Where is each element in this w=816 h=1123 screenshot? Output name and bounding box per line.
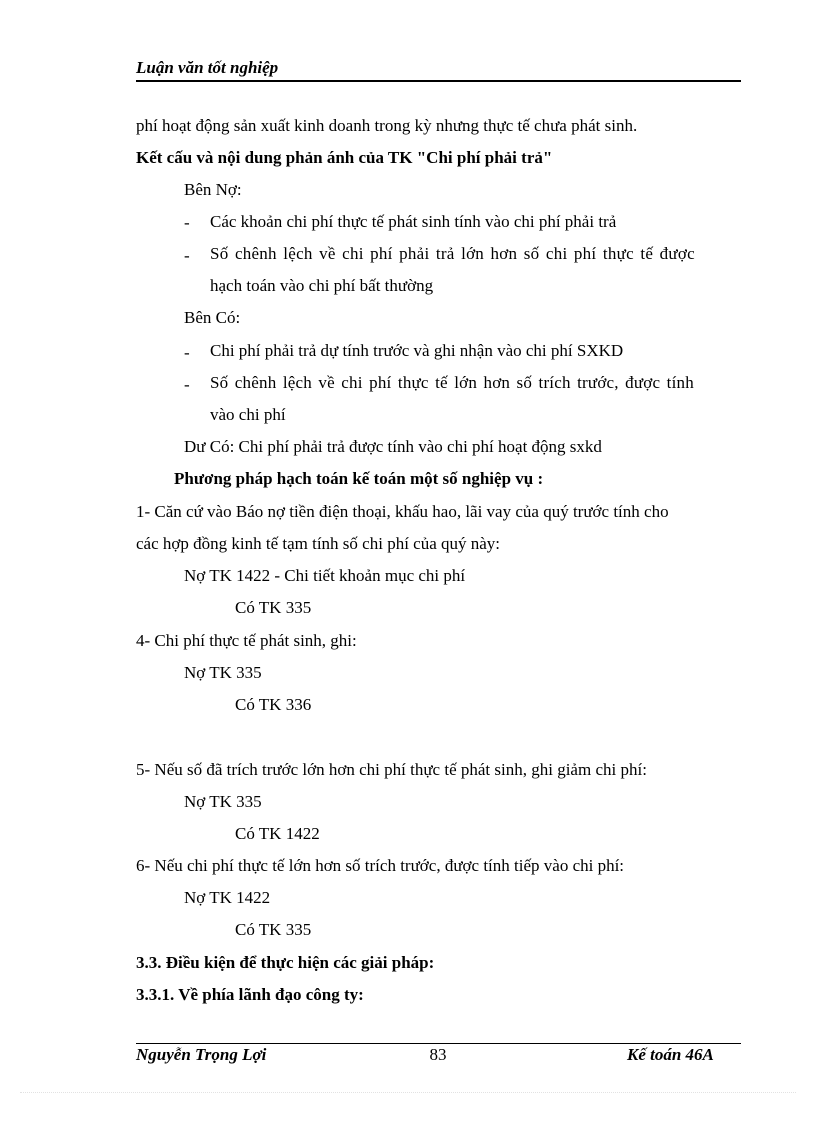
credit-entry: Có TK 1422 — [235, 824, 320, 843]
subsection-heading: 3.3.1. Về phía lãnh đạo công ty: — [136, 985, 364, 1004]
debit-entry: Nợ TK 335 — [184, 792, 262, 811]
list-item-text: Số chênh lệch về chi phí thực tế lớn hơn số trích trước, được tính — [210, 373, 694, 392]
subsection-heading: 3.3. Điều kiện để thực hiện các giải pháp: — [136, 953, 435, 972]
list-item — [210, 243, 740, 265]
debit-entry: Nợ TK 335 — [184, 663, 262, 682]
paragraph-line: các hợp đồng kinh tế tạm tính số chi phí của quý này: — [136, 534, 501, 553]
credit-entry: Có TK 335 — [235, 920, 312, 939]
paragraph-line: 6- Nếu chi phí thực tế lớn hơn số trích trước, được tính tiếp vào chi phí: — [136, 856, 625, 875]
justified-text — [210, 243, 740, 265]
debit-entry: Nợ TK 1422 — [184, 888, 271, 907]
list-bullet: - — [184, 343, 190, 362]
paragraph-line: 1- Căn cứ vào Báo nợ tiền điện thoại, khấu hao, lãi vay của quý trước tính cho — [136, 502, 669, 521]
section-heading: Kết cấu và nội dung phản ánh của TK "Chi phí phải trả" — [136, 148, 553, 167]
list-item: Các khoản chi phí thực tế phát sinh tính vào chi phí phải trả — [210, 212, 617, 231]
footer-divider — [136, 1043, 741, 1044]
page-number: 83 — [429, 1045, 447, 1064]
paragraph-line: 5- Nếu số đã trích trước lớn hơn chi phí thực tế phát sinh, ghi giảm chi phí: — [136, 760, 647, 779]
paragraph-line: phí hoạt động sản xuất kinh doanh trong kỳ nhưng thực tế chưa phát sinh. — [136, 116, 638, 135]
paragraph-line: 4- Chi phí thực tế phát sinh, ghi: — [136, 631, 357, 650]
list-bullet: - — [184, 246, 190, 265]
page-edge-divider — [20, 1092, 796, 1093]
list-item — [210, 372, 694, 394]
method-heading: Phương pháp hạch toán kế toán một số nghiệp vụ : — [174, 469, 544, 488]
credit-side-label: Bên Có: — [184, 308, 241, 327]
credit-balance-line: Dư Có: Chi phí phải trả được tính vào chi phí hoạt động sxkd — [184, 437, 602, 456]
debit-side-label: Bên Nợ: — [184, 180, 242, 199]
credit-entry: Có TK 335 — [235, 598, 312, 617]
header-divider — [136, 80, 741, 82]
list-item: Chi phí phải trả dự tính trước và ghi nhận vào chi phí SXKD — [210, 341, 624, 360]
footer-department: Kế toán 46A — [627, 1045, 714, 1064]
list-bullet: - — [184, 375, 190, 394]
footer-author: Nguyễn Trọng Lợi — [136, 1045, 267, 1064]
debit-entry: Nợ TK 1422 - Chi tiết khoản mục chi phí — [184, 566, 466, 585]
list-item-continuation: hạch toán vào chi phí bất thường — [210, 276, 434, 295]
list-bullet: - — [184, 213, 190, 232]
list-item-continuation: vào chi phí — [210, 405, 286, 424]
header-title: Luận văn tốt nghiệp — [136, 58, 279, 77]
credit-entry: Có TK 336 — [235, 695, 312, 714]
list-item-text: Số chênh lệch về chi phí phải trả lớn hơn số chi phí thực tế được — [210, 244, 695, 263]
